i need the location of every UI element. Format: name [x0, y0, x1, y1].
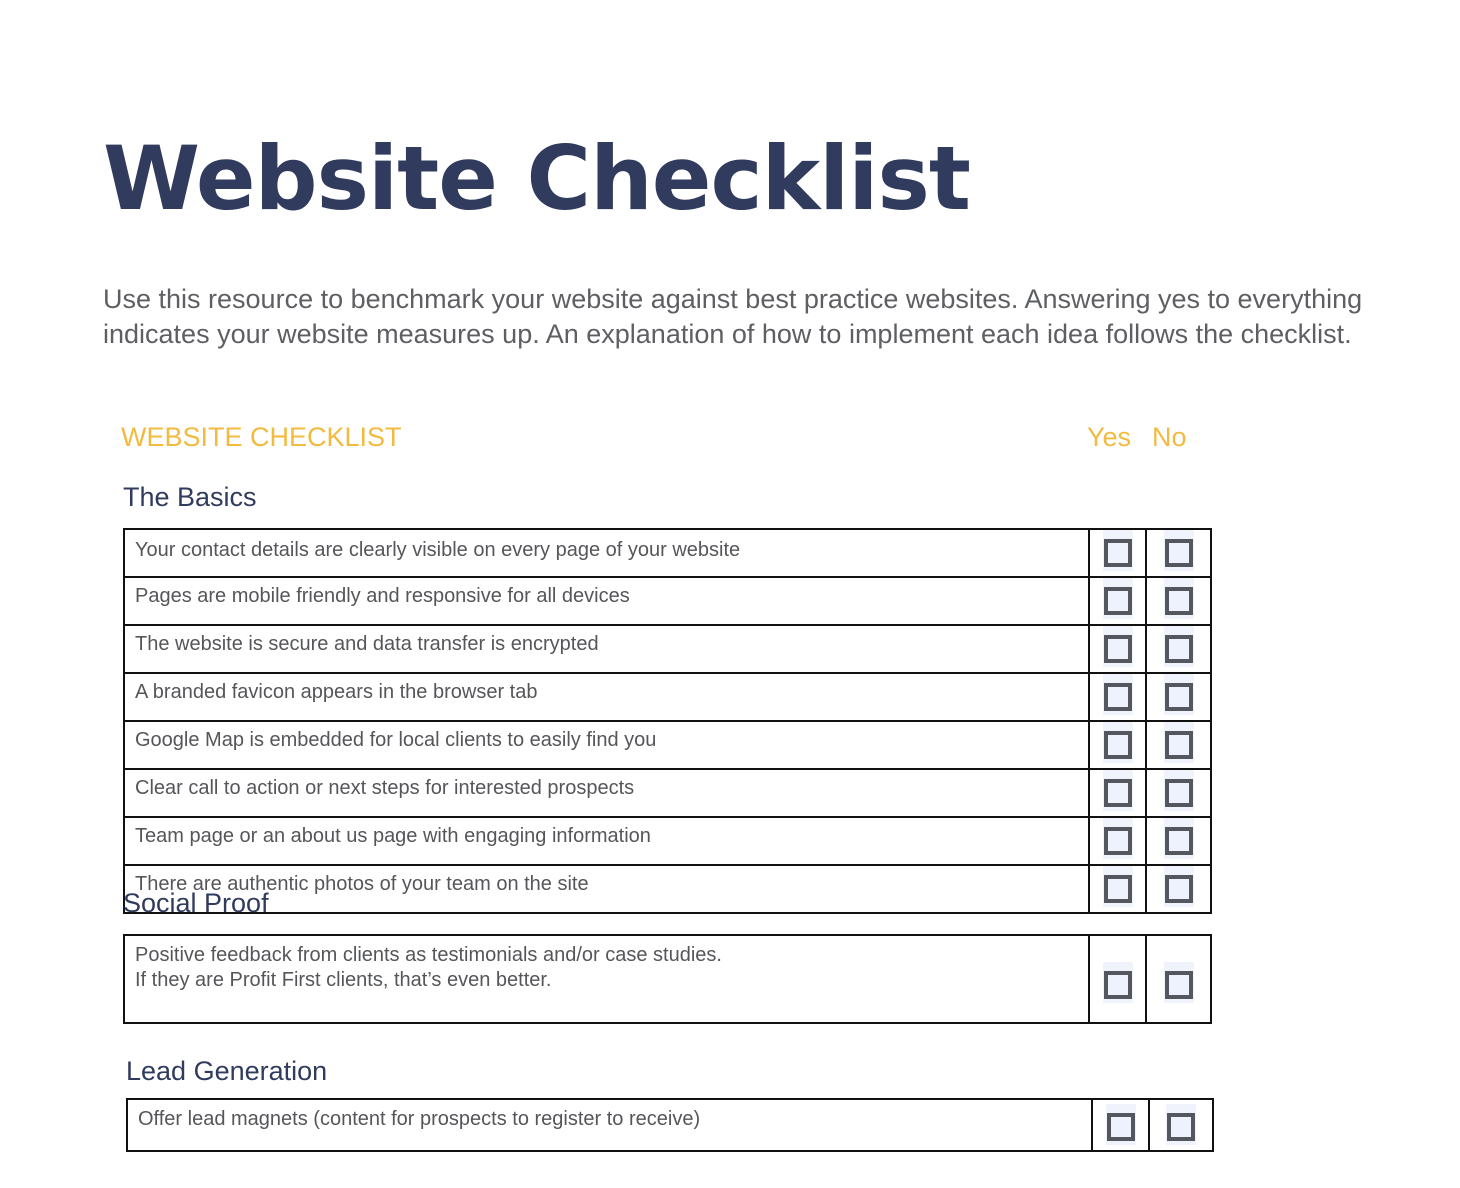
- item-label: [124, 935, 1089, 1023]
- yes-cell: [1089, 865, 1146, 913]
- yes-cell: [1089, 721, 1146, 769]
- item-label: Offer lead magnets (content for prospects to register to receive): [127, 1099, 1092, 1151]
- yes-checkbox[interactable]: [1104, 539, 1132, 567]
- item-label: Clear call to action or next steps for interested prospects: [124, 769, 1089, 817]
- item-label: Google Map is embedded for local clients to easily find you: [124, 721, 1089, 769]
- no-checkbox[interactable]: [1165, 827, 1193, 855]
- yes-cell: [1089, 817, 1146, 865]
- item-label: Pages are mobile friendly and responsive for all devices: [124, 577, 1089, 625]
- no-cell: [1146, 817, 1211, 865]
- yes-column-header: Yes: [1087, 422, 1132, 452]
- item-label: Team page or an about us page with engaging information: [124, 817, 1089, 865]
- yes-checkbox[interactable]: [1104, 971, 1132, 999]
- no-checkbox[interactable]: [1165, 779, 1193, 807]
- yes-cell: [1092, 1099, 1149, 1151]
- item-line-1: Positive feedback from clients as testimonials and/or case studies.: [135, 944, 722, 966]
- intro-paragraph: Use this resource to benchmark your website against best practice websites. Answering yes to everything indicates your website measures up. An explanation of how to implement each idea follows the checklist.: [103, 284, 1363, 349]
- no-cell: [1146, 577, 1211, 625]
- yes-checkbox[interactable]: [1104, 875, 1132, 903]
- no-cell: [1146, 529, 1211, 577]
- no-checkbox[interactable]: [1165, 539, 1193, 567]
- no-cell: [1146, 769, 1211, 817]
- item-label: The website is secure and data transfer is encrypted: [124, 625, 1089, 673]
- yes-checkbox[interactable]: [1104, 731, 1132, 759]
- no-column-header: No: [1152, 422, 1187, 452]
- yes-cell: [1089, 529, 1146, 577]
- table-row: [124, 577, 1211, 625]
- no-checkbox[interactable]: [1165, 971, 1193, 999]
- no-checkbox[interactable]: [1167, 1113, 1195, 1141]
- item-line-2: If they are Profit First clients, that’s even better.: [135, 969, 552, 991]
- section-title-the-basics: The Basics: [123, 482, 257, 512]
- table-row: [124, 769, 1211, 817]
- no-checkbox[interactable]: [1165, 635, 1193, 663]
- table-row: [124, 529, 1211, 577]
- yes-checkbox[interactable]: [1104, 827, 1132, 855]
- table-row: [124, 673, 1211, 721]
- yes-cell: [1089, 625, 1146, 673]
- no-cell: [1146, 673, 1211, 721]
- yes-checkbox[interactable]: [1104, 635, 1132, 663]
- section-title-lead-generation: Lead Generation: [126, 1056, 328, 1086]
- no-cell: [1146, 625, 1211, 673]
- no-checkbox[interactable]: [1165, 875, 1193, 903]
- table-row: [124, 721, 1211, 769]
- yes-cell: [1089, 577, 1146, 625]
- yes-cell: [1089, 935, 1146, 1023]
- lead-generation-table: [126, 1098, 1214, 1152]
- no-cell: [1149, 1099, 1213, 1151]
- table-row: [124, 935, 1211, 1023]
- yes-checkbox[interactable]: [1104, 779, 1132, 807]
- page-title: Website Checklist: [103, 127, 970, 230]
- table-row: [124, 625, 1211, 673]
- table-row: [124, 817, 1211, 865]
- basics-table: [123, 528, 1212, 914]
- no-checkbox[interactable]: [1165, 683, 1193, 711]
- item-label: Your contact details are clearly visible on every page of your website: [124, 529, 1089, 577]
- no-cell: [1146, 721, 1211, 769]
- yes-cell: [1089, 769, 1146, 817]
- social-proof-table: [123, 934, 1212, 1024]
- table-row: [124, 865, 1211, 913]
- yes-checkbox[interactable]: [1107, 1113, 1135, 1141]
- no-cell: [1146, 865, 1211, 913]
- no-cell: [1146, 935, 1211, 1023]
- item-label: A branded favicon appears in the browser tab: [124, 673, 1089, 721]
- yes-cell: [1089, 673, 1146, 721]
- section-title-social-proof: Social Proof: [123, 888, 269, 918]
- item-label: There are authentic photos of your team on the site: [124, 865, 1089, 913]
- no-checkbox[interactable]: [1165, 731, 1193, 759]
- yes-checkbox[interactable]: [1104, 683, 1132, 711]
- no-checkbox[interactable]: [1165, 587, 1193, 615]
- checklist-header: WEBSITE CHECKLIST: [121, 422, 402, 452]
- yes-checkbox[interactable]: [1104, 587, 1132, 615]
- table-row: [127, 1099, 1213, 1151]
